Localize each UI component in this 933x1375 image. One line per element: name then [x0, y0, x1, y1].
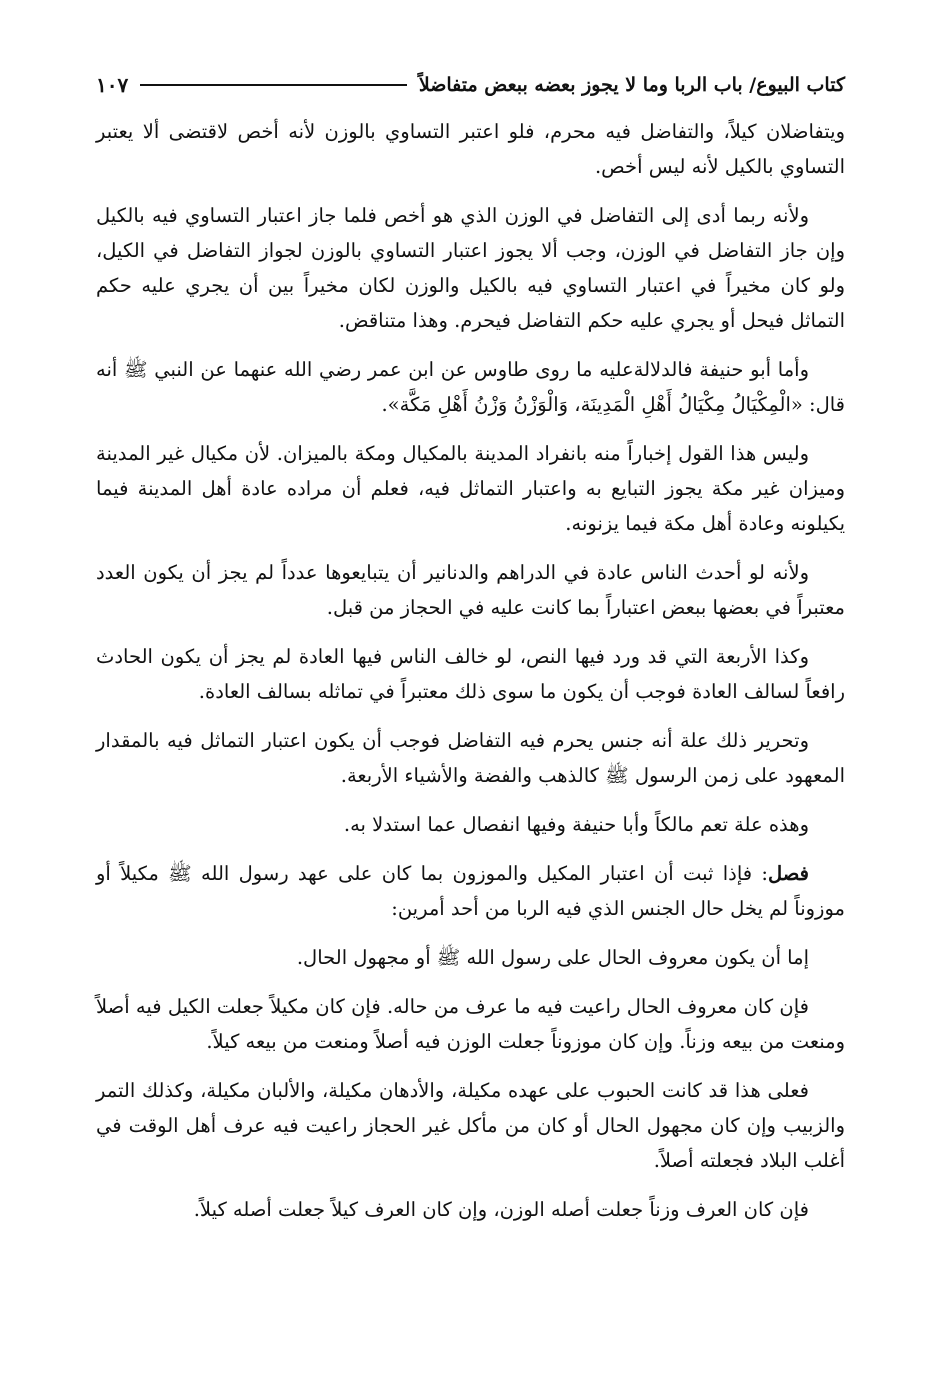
- paragraph-9: فصل: فإذا ثبت أن اعتبار المكيل والموزون بما كان على عهد رسول الله ﷺ مكيلاً أو موزوناً لم يخل حال الجنس الذي فيه الربا من أحد أمرين:: [96, 862, 845, 920]
- header-title: كتاب البيوع/ باب الربا وما لا يجوز بعضه ببعض متفاضلاً: [418, 74, 845, 96]
- paragraph-1: ويتفاضلان كيلاً، والتفاضل فيه محرم، فلو اعتبر التساوي بالوزن لأنه أخص لاقتضى ألا يعتبر التساوي بالكيل لأنه ليس أخص.: [96, 120, 845, 178]
- paragraph-13: فإن كان العرف وزناً جعلت أصله الوزن، وإن كان العرف كيلاً جعلت أصله كيلاً.: [193, 1198, 809, 1221]
- section-lead: فصل: [768, 862, 809, 885]
- paragraph-3: وأما أبو حنيفة فالدلالةعليه ما روى طاوس عن ابن عمر رضي الله عنهما عن النبي ﷺ أنه قال: «الْمِكْيَالُ مِكْيَالُ أَهْلِ الْمَدِينَة، وَالْوَزْنُ وَزْنُ أَهْلِ مَكَّة».: [96, 358, 845, 416]
- paragraph-11: فإن كان معروف الحال راعيت فيه ما عرف من حاله. فإن كان مكيلاً جعلت الكيل فيه أصلاً ومنعت من بيعه وزناً. وإن كان موزوناً جعلت الوزن فيه أصلاً ومنعت من بيعه كيلاً.: [96, 995, 845, 1053]
- running-header: [96, 66, 845, 104]
- paragraph-10: إما أن يكون معروف الحال على رسول الله ﷺ أو مجهول الحال.: [296, 946, 809, 969]
- paragraph-8: وهذه علة تعم مالكاً وأبا حنيفة وفيها انفصال عما استدلا به.: [343, 813, 809, 836]
- paragraph-12: فعلى هذا قد كانت الحبوب على عهده مكيلة، والأدهان مكيلة، والألبان مكيلة، وكذلك التمر والزبيب وإن كان مجهول الحال أو كان من مأكل غير الحجاز راعيت فيه عرف أهل الوقت في أغلب البلاد فجعلته أصلاً.: [96, 1079, 845, 1172]
- page-number: ١٠٧: [96, 73, 129, 97]
- paragraph-4: وليس هذا القول إخباراً منه بانفراد المدينة بالمكيال ومكة بالميزان. لأن مكيال غير المدينة وميزان غير مكة يجوز التبايع به واعتبار التماثل فيه، فعلم أن مراده عادة أهل المدينة فيما يكيلونه وعادة أهل مكة فيما يزنونه.: [96, 442, 845, 535]
- body-text: [96, 114, 845, 1227]
- paragraph-7: وتحرير ذلك علة أنه جنس يحرم فيه التفاضل فوجب أن يكون اعتبار التماثل فيه بالمقدار المعهود على زمن الرسول ﷺ كالذهب والفضة والأشياء الأربعة.: [96, 729, 845, 787]
- paragraph-6: وكذا الأربعة التي قد ورد فيها النص، لو خالف الناس فيها العادة لم يجز أن يكون الحادث رافعاً لسالف العادة فوجب أن يكون ما سوى ذلك معتبراً في تماثله بسالف العادة.: [96, 645, 845, 703]
- paragraph-5: ولأنه لو أحدث الناس عادة في الدراهم والدنانير أن يتبايعوها عدداً لم يجز أن يكون العدد معتبراً في بعضها ببعض اعتباراً بما كانت عليه في الحجاز من قبل.: [96, 561, 845, 619]
- header-rule: [140, 84, 407, 86]
- paragraph-2: ولأنه ربما أدى إلى التفاضل في الوزن الذي هو أخص فلما جاز اعتبار التساوي فيه بالكيل وإن جاز التفاضل في الوزن، وجب ألا يجوز اعتبار التساوي بالوزن لجواز التفاضل في الكيل، ولو كان مخيراً في اعتبار التساوي فيه بالكيل والوزن لكان مخيراً بين أن يجري عليه حكم التماثل فيحل أو يجري عليه حكم التفاضل فيحرم. وهذا متناقض.: [96, 204, 845, 332]
